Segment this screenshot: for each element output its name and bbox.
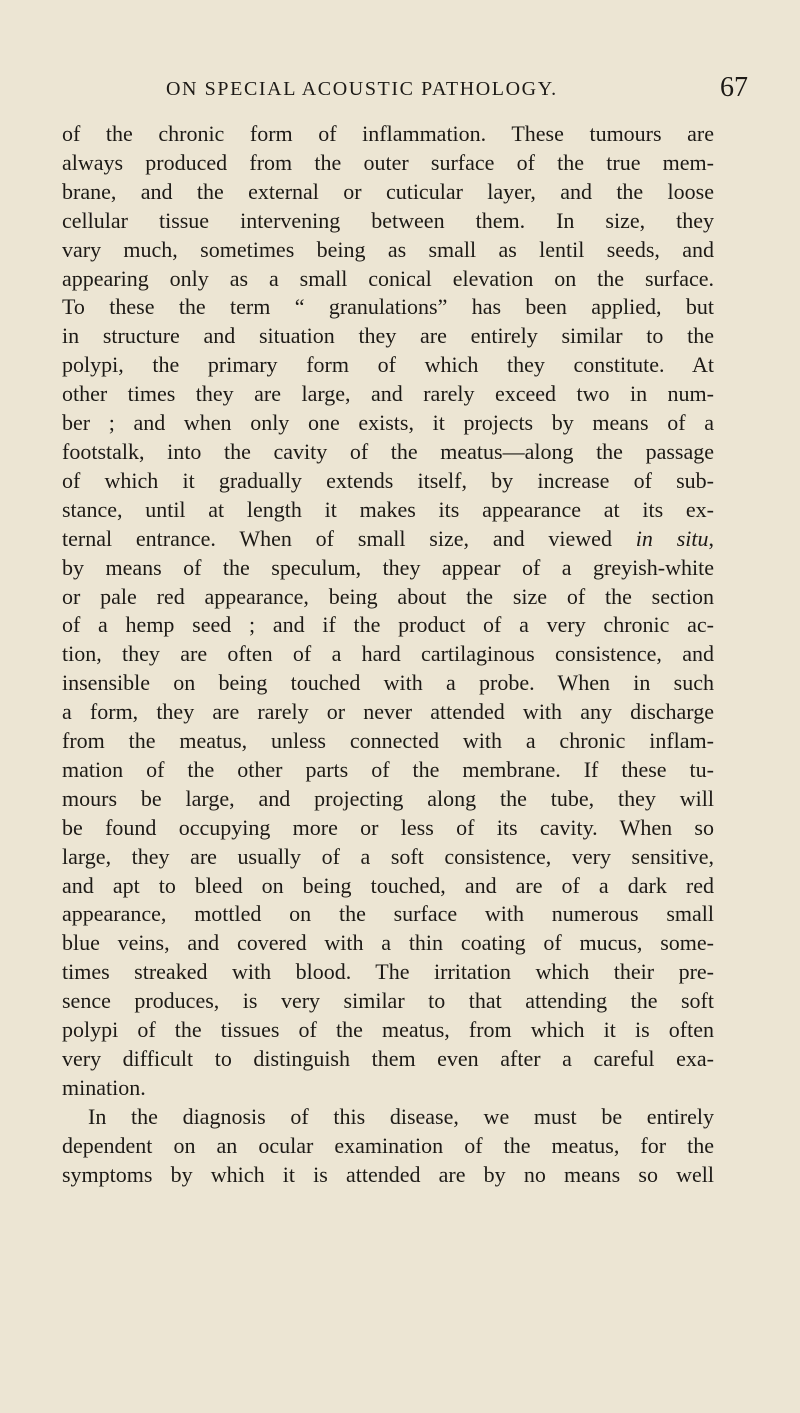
text-line: a form, they are rarely or never attended with any discharge <box>62 699 714 725</box>
text-line: large, they are usually of a soft consistence, very sensitive, <box>62 843 714 869</box>
running-header <box>62 72 748 108</box>
text-line: blue veins, and covered with a thin coating of mucus, some- <box>62 930 714 956</box>
text-line: be found occupying more or less of its cavity. When so <box>62 814 714 840</box>
text-line: sence produces, is very similar to that attending the soft <box>62 988 714 1014</box>
text-line: by means of the speculum, they appear of a greyish-white <box>62 554 714 580</box>
text-line: of the chronic form of inflammation. These tumours are <box>62 121 714 146</box>
text-line: mation of the other parts of the membrane. If these tu- <box>62 756 714 782</box>
text-line: in structure and situation they are entirely similar to the <box>62 323 714 349</box>
text-line: always produced from the outer surface of the true mem- <box>62 149 714 175</box>
text-line: from the meatus, unless connected with a chronic inflam- <box>62 728 714 754</box>
text-line: dependent on an ocular examination of the meatus, for the <box>62 1132 714 1158</box>
text-line: mours be large, and projecting along the tube, they will <box>62 785 714 811</box>
text-line: polypi, the primary form of which they constitute. At <box>62 352 714 378</box>
running-title: ON SPECIAL ACOUSTIC PATHOLOGY. <box>166 78 558 100</box>
text-line: mination. <box>62 1074 146 1100</box>
page-number: 67 <box>720 72 748 103</box>
text-line: stance, until at length it makes its appearance at its ex- <box>62 496 714 522</box>
paragraph <box>62 1103 714 1190</box>
text-line: symptoms by which it is attended are by no means so well <box>62 1161 714 1187</box>
body-text <box>62 120 714 1190</box>
text-line: polypi of the tissues of the meatus, from which it is often <box>62 1017 714 1043</box>
text-line: of which it gradually extends itself, by increase of sub- <box>62 467 714 493</box>
text-line: other times they are large, and rarely exceed two in num- <box>62 381 714 407</box>
text-line: cellular tissue intervening between them. In size, they <box>62 207 714 233</box>
text-line: of a hemp seed ; and if the product of a very chronic ac- <box>62 612 714 638</box>
italic-phrase: in situ <box>635 525 709 551</box>
text-line: ber ; and when only one exists, it projects by means of a <box>62 410 714 436</box>
text-line: insensible on being touched with a probe. When in such <box>62 670 714 696</box>
text-line: tion, they are often of a hard cartilaginous consistence, and <box>62 641 714 667</box>
text-line: In the diagnosis of this disease, we must be entirely <box>88 1103 714 1129</box>
text-line: footstalk, into the cavity of the meatus—along the passage <box>62 438 714 464</box>
text-line: vary much, sometimes being as small as lentil seeds, and <box>62 236 714 262</box>
text-line: brane, and the external or cuticular layer, and the loose <box>62 178 714 204</box>
text-line: To these the term “ granulations” has been applied, but <box>62 294 714 320</box>
text-line: appearing only as a small conical elevation on the surface. <box>62 265 714 291</box>
text-line: appearance, mottled on the surface with numerous small <box>62 901 714 927</box>
paragraph <box>62 120 714 1103</box>
text-line: times streaked with blood. The irritation which their pre- <box>62 959 714 985</box>
text-line: and apt to bleed on being touched, and are of a dark red <box>62 872 714 898</box>
text-line: ternal entrance. When of small size, and viewed in situ, <box>62 525 714 551</box>
text-line: very difficult to distinguish them even after a careful exa- <box>62 1046 714 1071</box>
text-line: or pale red appearance, being about the size of the section <box>62 583 714 609</box>
